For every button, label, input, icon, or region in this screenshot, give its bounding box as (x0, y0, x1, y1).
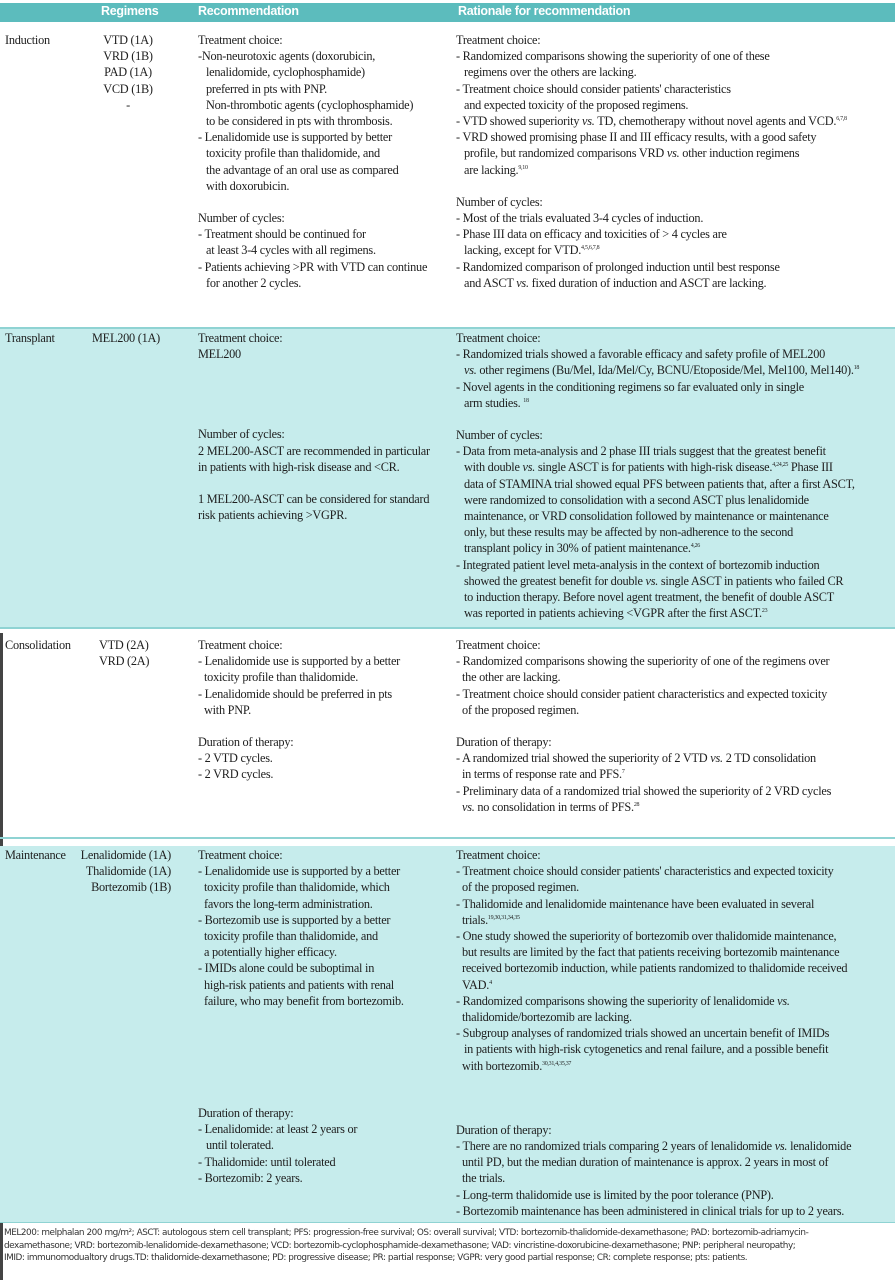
text-line: in patients with high-risk cytogenetics and renal failure, and a possible benefit (464, 1042, 829, 1057)
text-line: - Bortezomib maintenance has been administered in clinical trials for up to 2 years. (456, 1203, 845, 1218)
text-line: in terms of response rate and PFS.$^7$ (462, 767, 625, 782)
text-line: with double vs. single ASCT is for patients with high-risk disease.$^{4,24,25}$ Phase III (464, 460, 833, 475)
text-line: was reported in patients achieving <VGPR after the first ASCT.$^{23}$ (464, 606, 768, 621)
citation: 6,7,8 (836, 116, 847, 123)
text-line: VAD.$^4$ (462, 977, 492, 992)
section-title: Treatment choice: (456, 848, 541, 862)
rationale-cell (456, 847, 851, 1219)
section-title: Treatment choice: (198, 638, 283, 652)
text-line: vs. other regimens (Bu/Mel, Ida/Mel/Cy, BCNU/Etoposide/Mel, Mel100, Mel140).$^{18}$ (464, 363, 860, 378)
section-title: Number of cycles: (198, 211, 285, 226)
text-line: of the proposed regimen. (462, 880, 579, 895)
regimen-list (92, 330, 160, 346)
text-line: preferred in pts with PNP. (206, 81, 327, 96)
text-line: for another 2 cycles. (206, 275, 302, 290)
recommendation-cell (198, 330, 430, 523)
text-line: - Thalidomide and lenalidomide maintenance have been evaluated in several (456, 896, 815, 911)
regimen: MEL200 (1A) (92, 331, 160, 345)
text-line: - Randomized trials showed a favorable efficacy and safety profile of MEL200 (456, 347, 826, 362)
section-title: Duration of therapy: (198, 735, 294, 750)
text-line: - Lenalidomide use is supported by better (198, 130, 392, 145)
regimen-list (83, 32, 173, 113)
text-line: 2 MEL200-ASCT are recommended in particular (198, 443, 430, 458)
text-line: - Subgroup analyses of randomized trials showed an uncertain benefit of IMIDs (456, 1026, 830, 1041)
table-row-induction (0, 24, 895, 327)
text-line: MEL200 (198, 347, 241, 362)
phase-label: Maintenance (5, 848, 66, 862)
text-line: - Treatment choice should consider patients' characteristics (456, 81, 731, 96)
section-title: Treatment choice: (198, 33, 283, 47)
text-line: - There are no randomized trials comparing 2 years of lenalidomide vs. lenalidomide (456, 1139, 852, 1154)
section-title: Treatment choice: (456, 638, 541, 652)
text-line: toxicity profile than thalidomide, and (206, 146, 380, 161)
text-line: -Non-neurotoxic agents (doxorubicin, (198, 49, 376, 64)
text-line: - VTD showed superiority vs. TD, chemotherapy without novel agents and VCD.$^{6,7,8}$ (456, 114, 847, 129)
citation: 4,24,25 (772, 462, 789, 469)
text-line: with doxorubicin. (206, 178, 290, 193)
text-line: were randomized to consolidation with a second ASCT plus lenalidomide (464, 492, 809, 507)
section-title: Duration of therapy: (456, 1122, 552, 1137)
text-line: - Patients achieving >PR with VTD can continue (198, 259, 428, 274)
citation: 18 (523, 397, 529, 404)
header-rationale: Rationale for recommendation (458, 4, 631, 18)
citation: 30,31,4,35,37 (542, 1060, 572, 1067)
text-line: the other are lacking. (462, 670, 561, 685)
citation: 23 (761, 608, 768, 615)
text-line: profile, but randomized comparisons VRD vs. other induction regimens (464, 146, 800, 161)
text-line: - 2 VRD cycles. (198, 767, 274, 782)
text-line: - Preliminary data of a randomized trial showed the superiority of 2 VRD cycles (456, 783, 832, 798)
text-line: but results are limited by the fact that patients receiving bortezomib maintenance (462, 945, 840, 960)
section-title: Number of cycles: (456, 194, 543, 209)
text-line: - Bortezomib: 2 years. (198, 1170, 303, 1185)
text-line: - Randomized comparisons showing the superiority of one of the regimens over (456, 654, 830, 669)
rationale-cell (456, 330, 859, 621)
phase-label: Transplant (5, 331, 55, 345)
footnote-divider (0, 1222, 895, 1223)
row-divider (0, 837, 895, 839)
text-line: - Long-term thalidomide use is limited by the poor tolerance (PNP). (456, 1187, 774, 1202)
recommendation-cell (198, 637, 400, 783)
header-recommendation: Recommendation (198, 4, 299, 18)
text-line: the trials. (462, 1171, 506, 1186)
phase-label: Consolidation (5, 638, 71, 652)
table-row-transplant (0, 329, 895, 627)
text-line: - Randomized comparison of prolonged induction until best response (456, 259, 780, 274)
text-line: with PNP. (204, 702, 251, 717)
text-line: of the proposed regimen. (462, 702, 579, 717)
text-line: and ASCT vs. fixed duration of induction and ASCT are lacking. (464, 275, 767, 290)
text-line: - 2 VTD cycles. (198, 751, 273, 766)
text-line: transplant policy in 30% of patient maintenance.$^{4,26}$ (464, 541, 701, 556)
regimen: VRD (1B) (103, 49, 153, 64)
text-line: - Lenalidomide should be preferred in pts (198, 686, 392, 701)
text-line: trials.$^{19,30,31,34,35}$ (462, 912, 520, 927)
table-row-maintenance (0, 846, 895, 1222)
text-line: - Phase III data on efficacy and toxicities of > 4 cycles are (456, 227, 727, 242)
regimen: VRD (2A) (99, 654, 150, 669)
text-line: data of STAMINA trial showed equal PFS between patients that, after a first ASCT, (464, 476, 855, 491)
text-line: regimens over the others are lacking. (464, 65, 637, 80)
recommendation-cell (198, 847, 404, 1186)
text-line: until tolerated. (206, 1138, 274, 1153)
text-line: - Thalidomide: until tolerated (198, 1154, 336, 1169)
footnote-line: MEL200: melphalan 200 mg/m²; ASCT: autologous stem cell transplant; PFS: progression-free survival; OS: overall survival; VTD: bortezomib-thalidomide-dexamethasone; PAD: bortezomib-adriamycin- (4, 1228, 809, 1238)
text-line: at least 3-4 cycles with all regimens. (206, 243, 376, 258)
regimen: Lenalidomide (1A) (80, 848, 171, 862)
text-line: maintenance, or VRD consolidation followed by maintenance or maintenance (464, 509, 829, 524)
section-title: Treatment choice: (456, 331, 541, 345)
section-title: Duration of therapy: (456, 735, 552, 750)
regimen: VTD (2A) (99, 638, 149, 652)
header-regimens: Regimens (101, 4, 159, 18)
text-line: arm studies. $^{18}$ (464, 395, 529, 410)
text-line: - Bortezomib use is supported by a better (198, 912, 391, 927)
rationale-cell (456, 32, 847, 291)
text-line: until PD, but the median duration of maintenance is approx. 2 years in most of (462, 1155, 829, 1170)
text-line: high-risk patients and patients with renal (204, 977, 394, 992)
regimen-list (75, 847, 171, 896)
section-title: Treatment choice: (456, 33, 541, 47)
text-line: Non-thrombotic agents (cyclophosphamide) (206, 97, 414, 112)
text-line: only, but these results may be affected by non-adherence to the second (464, 525, 794, 540)
footnote (4, 1227, 808, 1265)
text-line: - Lenalidomide: at least 2 years or (198, 1122, 358, 1137)
regimen: VCD (1B) (103, 81, 153, 96)
text-line: and expected toxicity of the proposed regimens. (464, 97, 689, 112)
regimen: - (126, 97, 130, 112)
citation: 28 (633, 801, 640, 808)
citation: 7 (621, 769, 625, 776)
text-line: thalidomide/bortezomib are lacking. (462, 1010, 632, 1025)
citation: 4,5,6,7,8 (581, 245, 600, 252)
regimen: Bortezomib (1B) (91, 880, 171, 895)
text-line: - A randomized trial showed the superiority of 2 VTD vs. 2 TD consolidation (456, 751, 816, 766)
text-line: - Novel agents in the conditioning regimens so far evaluated only in single (456, 379, 805, 394)
text-line: toxicity profile than thalidomide, which (204, 880, 390, 895)
text-line: with bortezomib.$^{30,31,4,35,37}$ (462, 1058, 572, 1073)
phase-label: Induction (5, 33, 50, 47)
section-title: Number of cycles: (456, 428, 543, 443)
text-line: to be considered in pts with thrombosis. (206, 114, 393, 129)
table-header (0, 3, 895, 22)
citation: 4,26 (690, 543, 701, 550)
text-line: are lacking.$^{9,10}$ (464, 162, 528, 177)
text-line: - Randomized comparisons showing the superiority of lenalidomide vs. (456, 993, 790, 1008)
text-line: - Randomized comparisons showing the superiority of one of these (456, 49, 770, 64)
section-title: Treatment choice: (198, 331, 283, 345)
text-line: the advantage of an oral use as compared (206, 162, 399, 177)
recommendation-cell (198, 32, 427, 291)
text-line: - Treatment choice should consider patients' characteristics and expected toxicity (456, 864, 834, 879)
section-title: Duration of therapy: (198, 1106, 294, 1121)
text-line: - Treatment choice should consider patient characteristics and expected toxicity (456, 686, 827, 701)
text-line: failure, who may benefit from bortezomib. (204, 993, 404, 1008)
text-line: showed the greatest benefit for double vs. single ASCT in patients who failed CR (464, 573, 844, 588)
regimen: Thalidomide (1A) (85, 864, 171, 879)
citation: 18 (853, 365, 860, 372)
text-line: lacking, except for VTD.$^{4,5,6,7,8}$ (464, 243, 600, 258)
text-line: - IMIDs alone could be suboptimal in (198, 961, 375, 976)
text-line: toxicity profile than thalidomide, and (204, 929, 378, 944)
text-line: - Integrated patient level meta-analysis in the context of bortezomib induction (456, 557, 820, 572)
section-title: Number of cycles: (198, 427, 285, 442)
text-line: - One study showed the superiority of bortezomib over thalidomide maintenance, (456, 929, 837, 944)
citation: 19,30,31,34,35 (487, 914, 520, 921)
text-line: to induction therapy. Before novel agent treatment, the benefit of double ASCT (464, 590, 835, 605)
text-line: 1 MEL200-ASCT can be considered for standard (198, 492, 430, 507)
citation: 9,10 (518, 164, 528, 171)
text-line: vs. no consolidation in terms of PFS.$^{28}$ (462, 799, 640, 814)
regimen-list (99, 637, 149, 669)
text-line: received bortezomib induction, while patients randomized to thalidomide received (462, 961, 848, 976)
text-line: a potentially higher efficacy. (204, 945, 337, 960)
regimen: VTD (1A) (103, 33, 153, 47)
text-line: - Lenalidomide use is supported by a better (198, 654, 400, 669)
footnote-line: dexamethasone; VRD: bortezomib-lenalidomide-dexamethasone; VCD: bortezomib-cyclophosphamide-dexamethasone; VAD: vincristine-doxorubicine-dexamethasone; PNP: peripheral neuropathy; (4, 1240, 796, 1251)
text-line: toxicity profile than thalidomide. (204, 670, 359, 685)
footnote-line: IMID: immunomodualtory drugs.TD: thalidomide-dexamethasone; PD: progressive disease; PR: partial response; VGPR: very good partial response; CR: complete response; pts: patients. (4, 1253, 748, 1263)
text-line: - Lenalidomide use is supported by a better (198, 864, 400, 879)
citation: 4 (489, 979, 492, 986)
section-title: Treatment choice: (198, 848, 283, 862)
text-line: in patients with high-risk disease and <CR. (198, 459, 400, 474)
text-line: risk patients achieving >VGPR. (198, 508, 348, 523)
text-line: favors the long-term administration. (204, 896, 373, 911)
text-line: - Data from meta-analysis and 2 phase III trials suggest that the greatest benefit (456, 444, 826, 459)
text-line: - Most of the trials evaluated 3-4 cycles of induction. (456, 211, 704, 226)
table-row-consolidation (0, 629, 895, 837)
regimen: PAD (1A) (104, 65, 152, 80)
rationale-cell (456, 637, 831, 815)
text-line: lenalidomide, cyclophosphamide) (206, 65, 365, 80)
text-line: - VRD showed promising phase II and III efficacy results, with a good safety (456, 130, 817, 145)
text-line: - Treatment should be continued for (198, 227, 366, 242)
